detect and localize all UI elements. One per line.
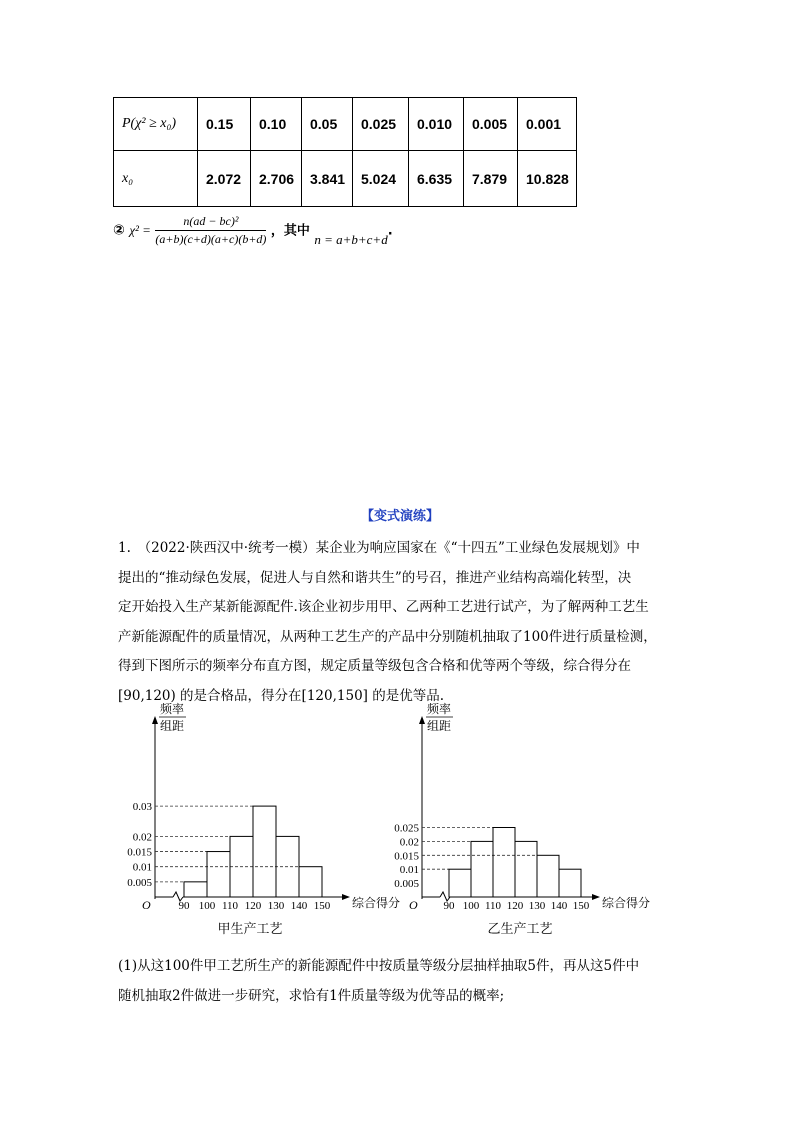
y-label-denominator: 组距 — [427, 719, 452, 733]
p-value-row — [114, 98, 577, 151]
problem-text — [118, 534, 684, 711]
y-tick-label: 0.02 — [132, 831, 152, 844]
y-tick-label: 0.005 — [127, 876, 152, 889]
section-title: 【变式演练】 — [360, 509, 439, 524]
problem-line: 提出的“推动绿色发展，促进人与自然和谐共生”的号召，推进产业结构高端化转型，决 — [118, 569, 632, 586]
critical-value-table — [113, 97, 577, 207]
formula-fraction — [155, 214, 266, 247]
formula-numerator: n(ad − bc)² — [155, 214, 266, 231]
y-label-numerator: 频率 — [427, 702, 452, 716]
x-tick-label: 110 — [221, 900, 239, 912]
x0-cell: 2.706 — [251, 151, 302, 207]
x0-cell: 7.879 — [464, 151, 518, 207]
x0-cell: 10.828 — [518, 151, 577, 207]
histogram-bar — [299, 867, 322, 897]
formula-connector: ，其中 — [270, 223, 310, 239]
p-header-cell: P(χ² ≥ x₀) — [114, 98, 198, 151]
x0-header-cell: x₀ — [114, 151, 198, 207]
y-tick-label: 0.025 — [394, 822, 419, 835]
x-tick-label: 130 — [267, 900, 285, 912]
formula-denominator: (a+b)(c+d)(a+c)(b+d) — [155, 232, 267, 246]
question-line: (1)从这100件甲工艺所生产的新能源配件中按质量等级分层抽样抽取5件，再从这5件中 — [118, 958, 640, 974]
x-tick-label: 150 — [572, 900, 590, 912]
histogram-process-a — [110, 700, 401, 945]
x-tick-label: 130 — [528, 900, 546, 912]
problem-line: 1. （2022·陕西汉中·统考一模）某企业为响应国家在《“十四五”工业绿色发展规划》中 — [118, 540, 640, 556]
histogram-bar — [559, 869, 581, 897]
histogram-bar — [184, 882, 207, 897]
x-tick-label: 100 — [198, 900, 216, 912]
x-tick-label: 100 — [462, 900, 480, 912]
y-axis-arrow — [419, 716, 425, 724]
problem-line: [90,120) 的是合格品，得分在[120,150] 的是优等品. — [118, 687, 445, 704]
x-tick-label: 120 — [244, 900, 262, 912]
x-tick-label: 150 — [313, 900, 331, 912]
problem-line: 得到下图所示的频率分布直方图，规定质量等级包含合格和优等两个等级，综合得分在 — [118, 658, 631, 674]
x-tick-label: 140 — [290, 900, 308, 912]
y-tick-label: 0.01 — [132, 861, 152, 874]
x0-cell: 6.635 — [409, 151, 464, 207]
p-cell: 0.15 — [198, 98, 251, 151]
histogram-process-b — [370, 700, 660, 945]
problem-line: 定开始投入生产某新能源配件.该企业初步用甲、乙两种工艺进行试产，为了解两种工艺生 — [118, 599, 649, 615]
y-tick-label: 0.015 — [394, 850, 419, 863]
y-tick-label: 0.005 — [394, 878, 419, 891]
histogram-bar — [493, 828, 515, 898]
p-cell: 0.001 — [518, 98, 577, 151]
p-cell: 0.025 — [353, 98, 409, 151]
question-line: 随机抽取2件做进一步研究，求恰有1件质量等级为优等品的概率; — [118, 987, 505, 1004]
histogram-bar — [471, 841, 493, 897]
origin-label: O — [142, 898, 151, 912]
problem-line: 产新能源配件的质量情况，从两种工艺生产的产品中分别随机抽取了100件进行质量检测， — [118, 628, 657, 645]
p-cell: 0.05 — [302, 98, 353, 151]
y-label-numerator: 频率 — [160, 702, 185, 716]
x-axis-arrow — [342, 894, 350, 900]
histogram-bar — [207, 852, 230, 897]
x-axis-label: 综合得分 — [602, 896, 651, 910]
x-tick-label: 90 — [178, 900, 190, 912]
formula-lhs: χ² = — [129, 222, 151, 238]
question-1 — [118, 952, 684, 1011]
formula-end: . — [387, 223, 393, 239]
origin-label: O — [409, 898, 418, 912]
y-tick-label: 0.015 — [127, 846, 152, 859]
y-axis-arrow — [152, 716, 158, 724]
chi-square-formula — [113, 214, 393, 247]
x-tick-label: 140 — [550, 900, 568, 912]
x-tick-label: 90 — [443, 900, 455, 912]
histogram-bar — [253, 806, 276, 897]
y-tick-label: 0.02 — [399, 836, 419, 849]
p-cell: 0.005 — [464, 98, 518, 151]
item-marker: ② — [113, 222, 125, 239]
n-expression: n = a+b+c+d — [314, 231, 388, 247]
histogram-bar — [537, 855, 559, 897]
p-cell: 0.010 — [409, 98, 464, 151]
x0-cell: 5.024 — [353, 151, 409, 207]
x-tick-label: 120 — [506, 900, 524, 912]
histogram-bar — [515, 841, 537, 897]
chart-caption: 乙生产工艺 — [487, 921, 553, 936]
y-tick-label: 0.03 — [132, 801, 152, 814]
x0-row — [114, 151, 577, 207]
x-tick-label: 110 — [484, 900, 502, 912]
x-axis-arrow — [592, 894, 600, 900]
x0-cell: 3.841 — [302, 151, 353, 207]
y-tick-label: 0.01 — [399, 864, 419, 877]
chart-caption: 甲生产工艺 — [217, 921, 283, 936]
x0-cell: 2.072 — [198, 151, 251, 207]
x-axis-label: 综合得分 — [352, 896, 401, 910]
histogram-bar — [449, 869, 471, 897]
p-cell: 0.10 — [251, 98, 302, 151]
y-label-denominator: 组距 — [160, 719, 185, 733]
